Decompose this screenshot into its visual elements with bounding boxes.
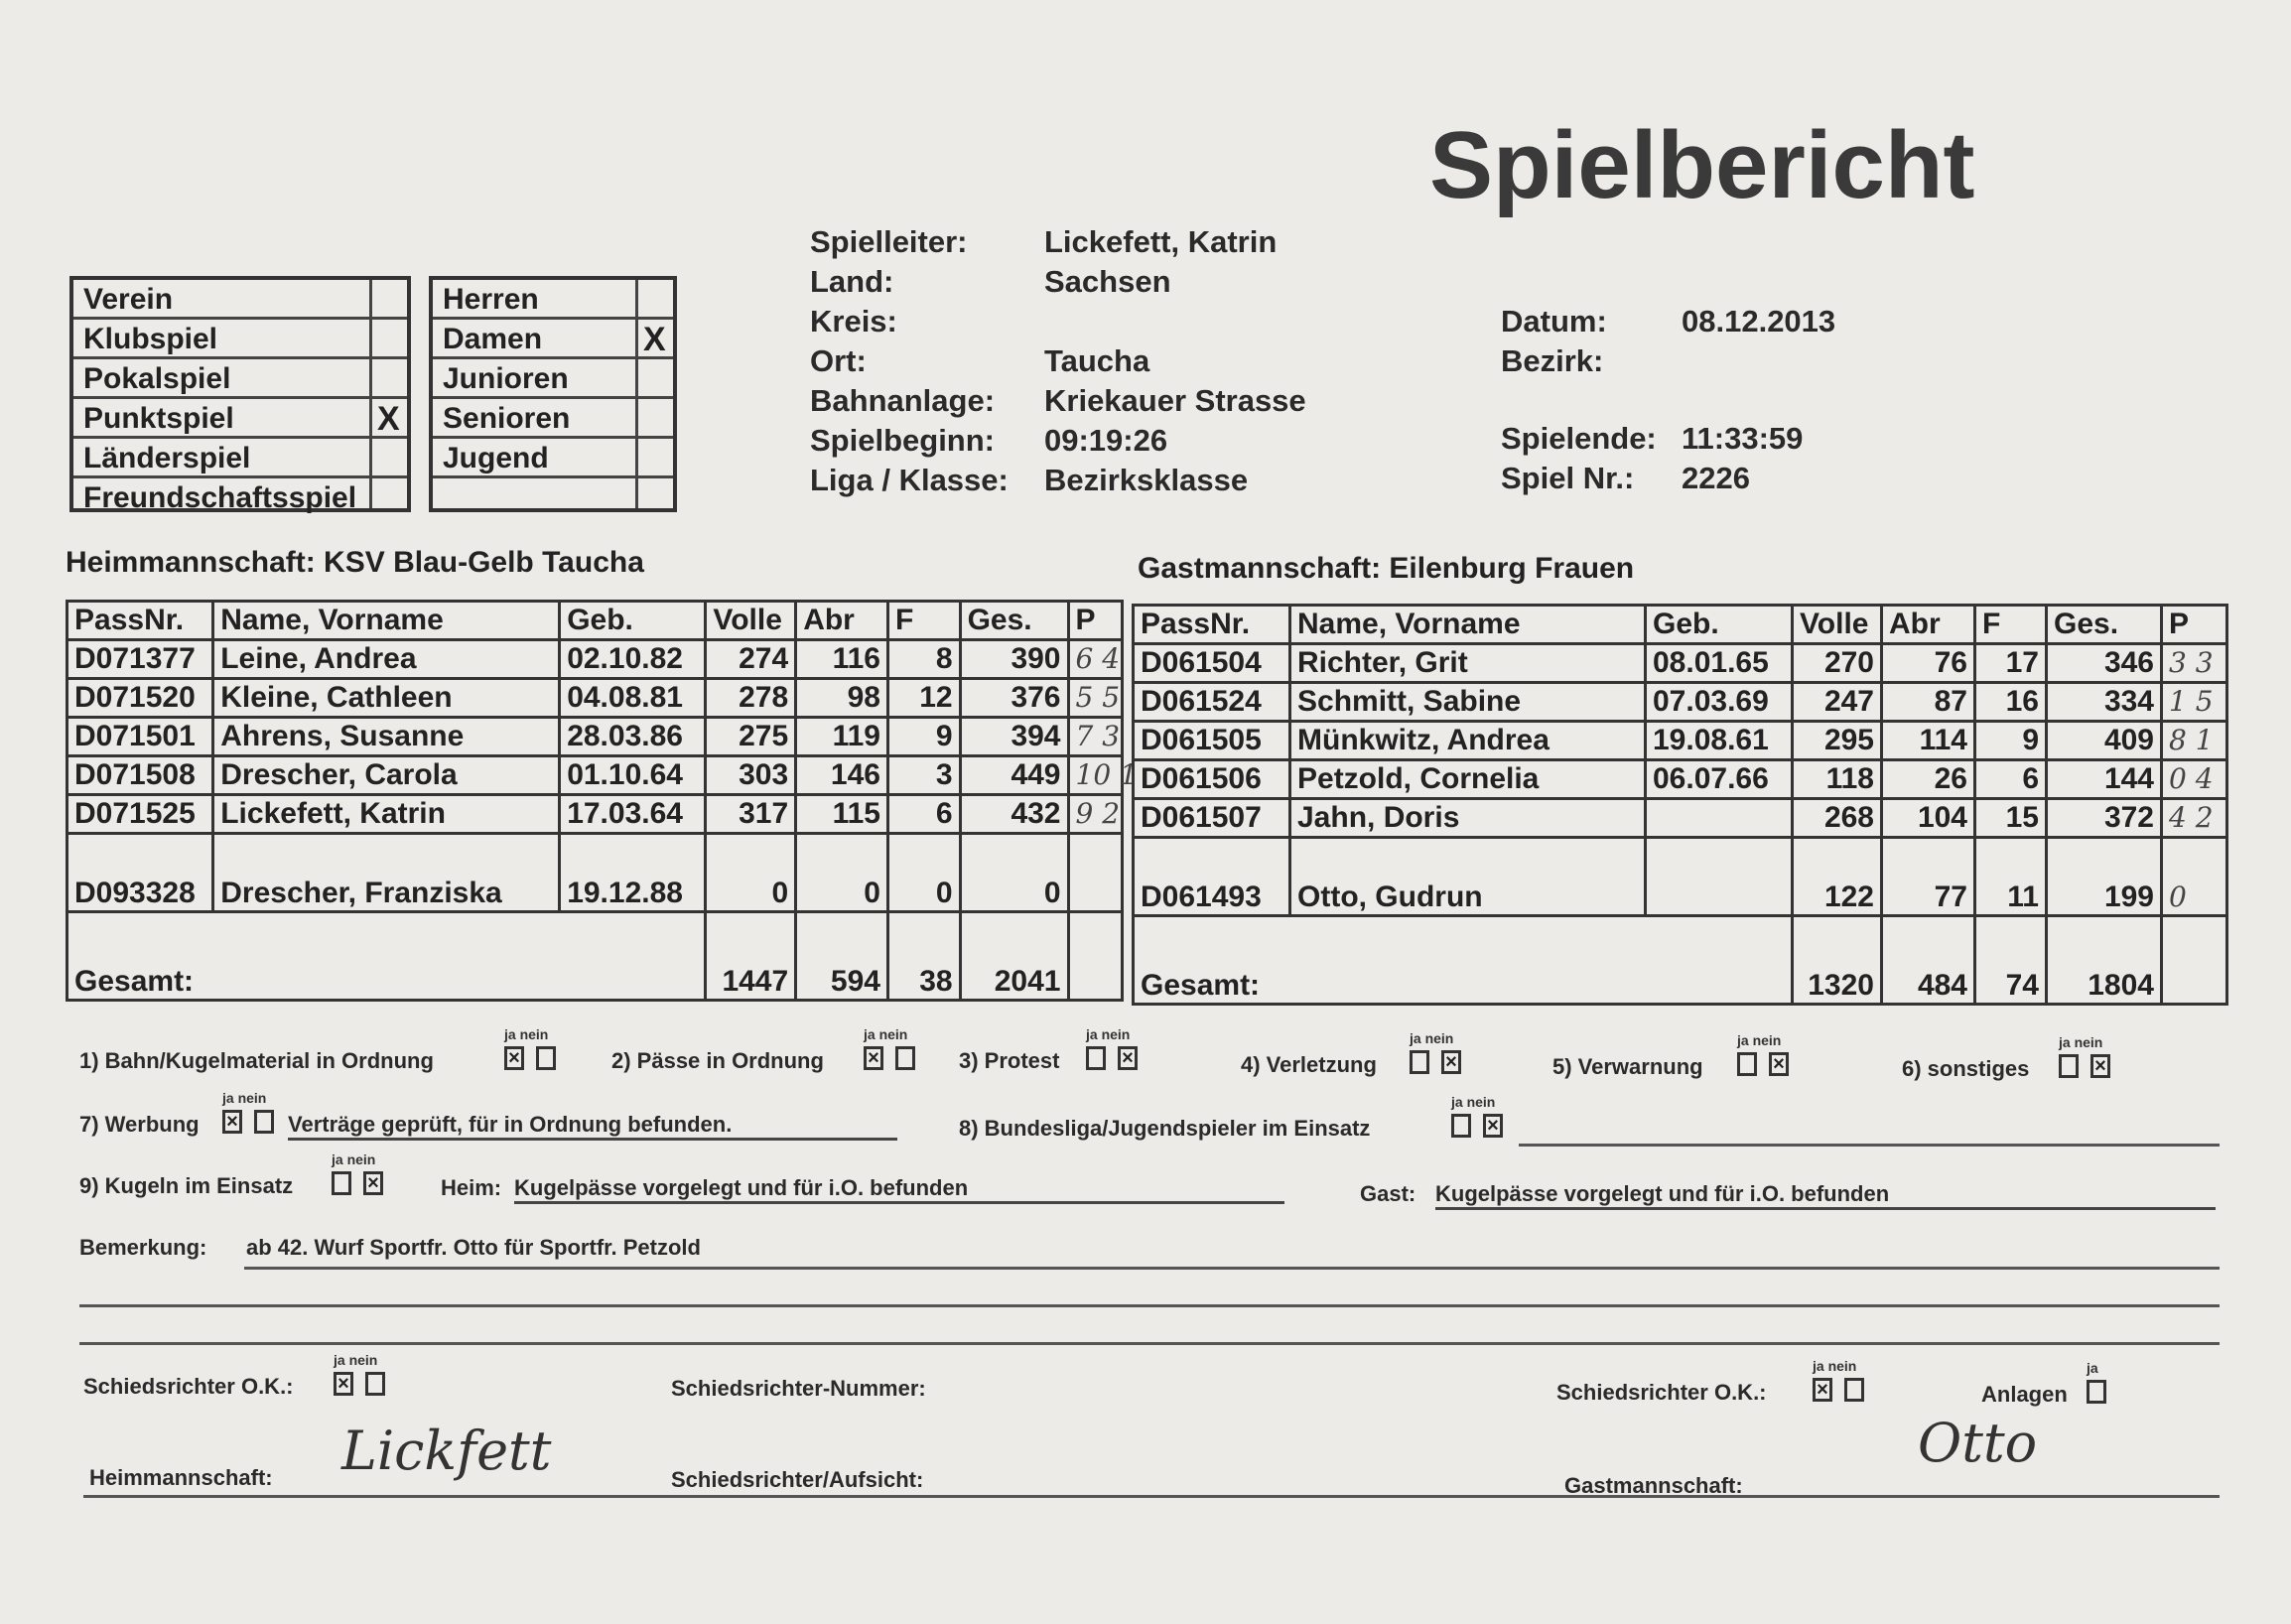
type-row: Pokalspiel xyxy=(73,359,407,399)
class-row: Senioren xyxy=(433,399,673,439)
meta-left: Spielleiter: Lickefett, Katrin Land: Sachsen Kreis: Ort: Taucha Bahnanlage: Kriekauer Strasse Spielbeginn: 09:19:26 Liga / Klasse: Bezirksklasse xyxy=(810,224,1306,497)
meta-right: Datum: 08.12.2013 Bezirk: xyxy=(1501,304,1836,378)
table-row: D071501 Ahrens, Susanne 28.03.86 275 119 9 394 7 3 xyxy=(67,718,1123,756)
ref-ok-label-guest: Schiedsrichter O.K.: xyxy=(1556,1380,1767,1405)
anlagen-ja-box[interactable] xyxy=(2087,1380,2106,1404)
home-score-table xyxy=(66,600,1138,1002)
check-5-ja-box[interactable] xyxy=(1737,1052,1757,1076)
ja-nein-legend: ja nein xyxy=(504,1026,549,1042)
check-8-label: 8) Bundesliga/Jugendspieler im Einsatz xyxy=(959,1116,1371,1141)
ja-nein-legend: ja nein xyxy=(222,1090,267,1106)
type-row: Klubspiel xyxy=(73,320,407,359)
class-row: Herren xyxy=(433,280,673,320)
check-4-label: 4) Verletzung xyxy=(1241,1052,1377,1077)
ref-ok-guest-nein-box[interactable] xyxy=(1844,1378,1864,1402)
remark-label: Bemerkung: xyxy=(79,1235,207,1260)
table-row: D061493 Otto, Gudrun 122 77 11 199 0 xyxy=(1134,838,2227,916)
table-row: D061524 Schmitt, Sabine 07.03.69 247 87 16 334 1 5 xyxy=(1134,683,2227,722)
check-6-nein-box[interactable]: × xyxy=(2090,1054,2110,1078)
check-3-nein-box[interactable]: × xyxy=(1118,1046,1138,1070)
table-total-row: Gesamt: 1320 484 74 1804 xyxy=(1134,916,2227,1005)
check-1-label: 1) Bahn/Kugelmaterial in Ordnung xyxy=(79,1048,434,1073)
check-7-nein-box[interactable] xyxy=(254,1110,274,1134)
class-row: Jugend xyxy=(433,439,673,478)
table-row: D061506 Petzold, Cornelia 06.07.66 118 26 6 144 0 4 xyxy=(1134,760,2227,799)
ja-nein-legend: ja nein xyxy=(334,1352,378,1368)
remark-line xyxy=(244,1267,2220,1270)
class-row: Damen X xyxy=(433,320,673,359)
ja-nein-legend: ja nein xyxy=(864,1026,908,1042)
heim-label: Heim: xyxy=(441,1175,502,1200)
page-title: Spielbericht xyxy=(1429,112,1975,218)
home-signature-label: Heimmannschaft: xyxy=(89,1465,273,1490)
ref-ok-home-ja-box[interactable]: × xyxy=(334,1372,353,1396)
table-row: D071525 Lickefett, Katrin 17.03.64 317 115 6 432 9 2 xyxy=(67,795,1123,834)
check-2-ja-box[interactable]: × xyxy=(864,1046,883,1070)
class-box xyxy=(429,276,677,512)
ja-nein-legend: ja nein xyxy=(1737,1032,1782,1048)
remark-text: ab 42. Wurf Sportfr. Otto für Sportfr. Petzold xyxy=(246,1235,701,1260)
guest-signature: Otto xyxy=(1918,1412,2038,1474)
ref-supervision-label: Schiedsrichter/Aufsicht: xyxy=(671,1467,924,1492)
ja-nein-legend: ja nein xyxy=(2059,1034,2103,1050)
check-5-label: 5) Verwarnung xyxy=(1552,1054,1703,1079)
ja-legend: ja xyxy=(2087,1360,2098,1376)
table-row: D071508 Drescher, Carola 01.10.64 303 146 3 449 10 1 xyxy=(67,756,1123,795)
heim-note: Kugelpässe vorgelegt und für i.O. befunden xyxy=(514,1175,1284,1204)
gast-label: Gast: xyxy=(1360,1181,1416,1206)
ja-nein-legend: ja nein xyxy=(1813,1358,1857,1374)
ref-number-label: Schiedsrichter-Nummer: xyxy=(671,1376,926,1401)
table-row: D061504 Richter, Grit 08.01.65 270 76 17 346 3 3 xyxy=(1134,644,2227,683)
check-8-ja-box[interactable] xyxy=(1451,1114,1471,1138)
table-header: PassNr. Name, Vorname Geb. Volle Abr F Ges. P xyxy=(67,602,1123,640)
check-9-ja-box[interactable] xyxy=(332,1171,351,1195)
gast-note: Kugelpässe vorgelegt und für i.O. befunden xyxy=(1435,1181,2216,1210)
table-row: D093328 Drescher, Franziska 19.12.88 0 0 0 0 xyxy=(67,834,1123,912)
table-total-row: Gesamt: 1447 594 38 2041 xyxy=(67,912,1123,1001)
class-row xyxy=(433,478,673,518)
remark-line xyxy=(79,1304,2220,1307)
type-row: Verein xyxy=(73,280,407,320)
type-row: Freundschaftsspiel xyxy=(83,481,357,514)
guest-score-table xyxy=(1132,604,2228,1006)
table-row: D071520 Kleine, Cathleen 04.08.81 278 98 12 376 5 5 xyxy=(67,679,1123,718)
check-6-ja-box[interactable] xyxy=(2059,1054,2079,1078)
game-type-box xyxy=(69,276,411,512)
check-6-label: 6) sonstiges xyxy=(1902,1056,2030,1081)
type-row: Länderspiel xyxy=(73,439,407,478)
ref-ok-label-home: Schiedsrichter O.K.: xyxy=(83,1374,294,1399)
check-1-nein-box[interactable] xyxy=(536,1046,556,1070)
ja-nein-legend: ja nein xyxy=(1410,1030,1454,1046)
check-1-ja-box[interactable]: × xyxy=(504,1046,524,1070)
table-row: D061507 Jahn, Doris 268 104 15 372 4 2 xyxy=(1134,799,2227,838)
check-3-label: 3) Protest xyxy=(959,1048,1060,1073)
check-8-line xyxy=(1519,1144,2220,1147)
table-header: PassNr. Name, Vorname Geb. Volle Abr F Ges. P xyxy=(1134,606,2227,644)
check-3-ja-box[interactable] xyxy=(1086,1046,1106,1070)
remark-line xyxy=(79,1342,2220,1345)
guest-team-label: Gastmannschaft: Eilenburg Frauen xyxy=(1138,552,1635,585)
check-5-nein-box[interactable]: × xyxy=(1769,1052,1789,1076)
home-team-label: Heimmannschaft: KSV Blau-Gelb Taucha xyxy=(66,546,644,579)
check-2-label: 2) Pässe in Ordnung xyxy=(611,1048,824,1073)
check-7-note: Verträge geprüft, für in Ordnung befunden. xyxy=(288,1112,897,1141)
check-2-nein-box[interactable] xyxy=(895,1046,915,1070)
check-7-ja-box[interactable]: × xyxy=(222,1110,242,1134)
ja-nein-legend: ja nein xyxy=(1086,1026,1131,1042)
check-4-ja-box[interactable] xyxy=(1410,1050,1429,1074)
guest-signature-label: Gastmannschaft: xyxy=(1564,1473,1743,1498)
ref-ok-guest-ja-box[interactable]: × xyxy=(1813,1378,1832,1402)
ja-nein-legend: ja nein xyxy=(1451,1094,1496,1110)
check-4-nein-box[interactable]: × xyxy=(1441,1050,1461,1074)
anlagen-label: Anlagen xyxy=(1981,1382,2068,1407)
class-row: Junioren xyxy=(433,359,673,399)
table-row: D061505 Münkwitz, Andrea 19.08.61 295 114 9 409 8 1 xyxy=(1134,722,2227,760)
ref-ok-home-nein-box[interactable] xyxy=(365,1372,385,1396)
meta-right-2: Spielende: 11:33:59 Spiel Nr.: 2226 xyxy=(1501,421,1804,495)
home-signature: Lickfett xyxy=(341,1420,552,1482)
check-7-label: 7) Werbung xyxy=(79,1112,200,1137)
check-8-nein-box[interactable]: × xyxy=(1483,1114,1503,1138)
check-9-label: 9) Kugeln im Einsatz xyxy=(79,1173,294,1198)
type-row: Punktspiel X xyxy=(73,399,407,439)
ja-nein-legend: ja nein xyxy=(332,1151,376,1167)
table-row: D071377 Leine, Andrea 02.10.82 274 116 8 390 6 4 xyxy=(67,640,1123,679)
check-9-nein-box[interactable]: × xyxy=(363,1171,383,1195)
signature-line xyxy=(83,1495,2220,1498)
